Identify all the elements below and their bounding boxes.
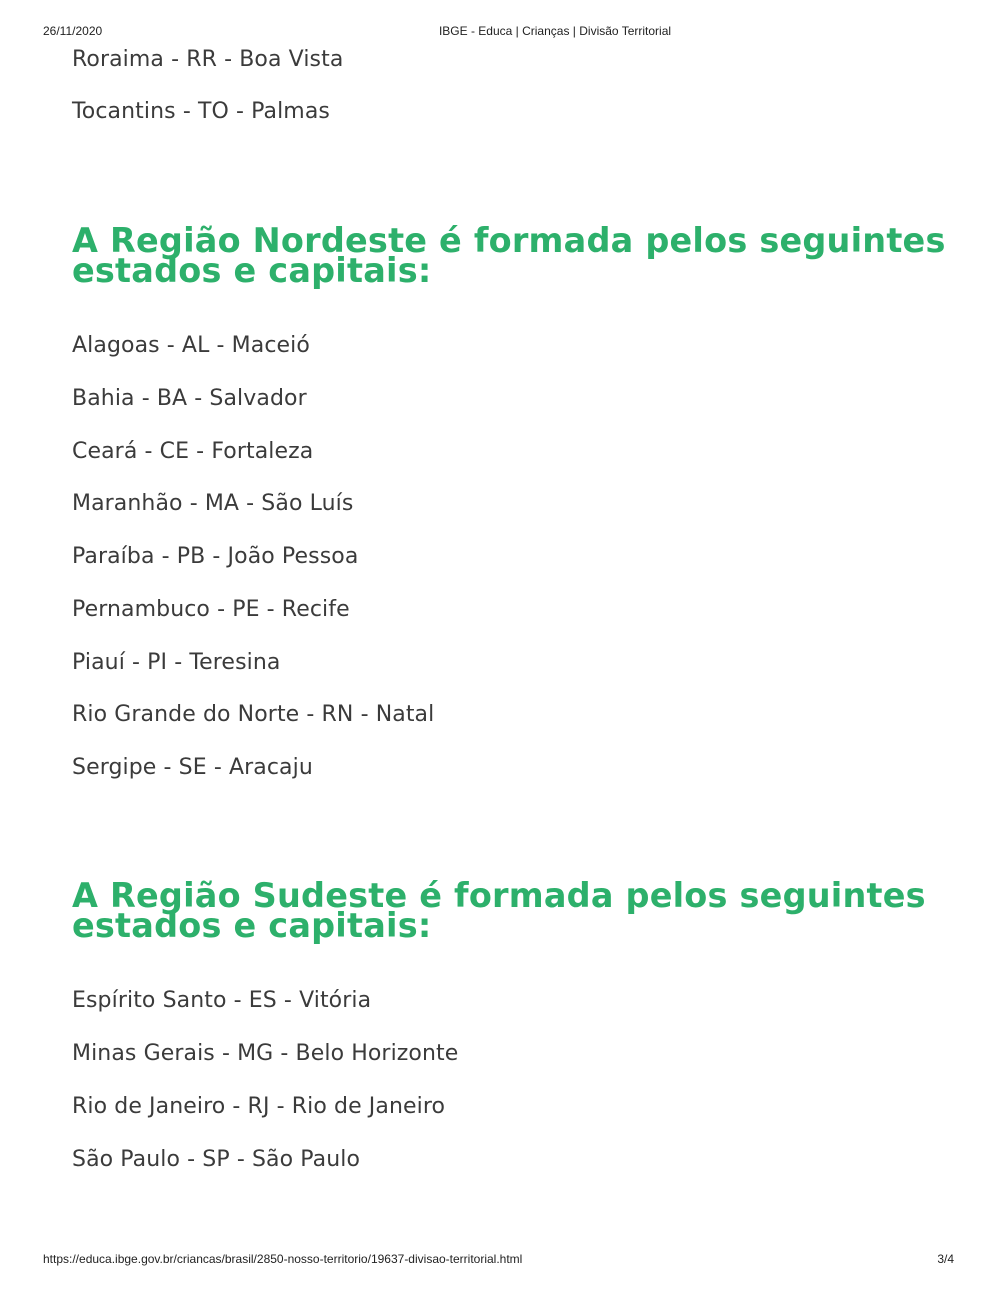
page-url[interactable]: https://educa.ibge.gov.br/criancas/brasil/2850-nosso-territorio/19637-divisao-territorial.html xyxy=(43,1252,523,1266)
list-item: Alagoas - AL - Maceió xyxy=(72,333,310,358)
print-page-title: IBGE - Educa | Crianças | Divisão Territorial xyxy=(438,24,672,38)
section-heading-sudeste: A Região Sudeste é formada pelos seguintes estados e capitais: xyxy=(72,876,926,945)
list-item: Piauí - PI - Teresina xyxy=(72,650,281,675)
page-number: 3/4 xyxy=(937,1252,954,1266)
list-item: Rio de Janeiro - RJ - Rio de Janeiro xyxy=(72,1094,446,1119)
list-item: São Paulo - SP - São Paulo xyxy=(72,1147,361,1172)
print-header xyxy=(0,24,1000,40)
list-item: Maranhão - MA - São Luís xyxy=(72,491,354,516)
list-item: Ceará - CE - Fortaleza xyxy=(72,439,314,464)
print-footer xyxy=(0,1252,1000,1268)
list-item: Rio Grande do Norte - RN - Natal xyxy=(72,702,435,727)
list-item: Espírito Santo - ES - Vitória xyxy=(72,988,372,1013)
section-heading-nordeste: A Região Nordeste é formada pelos seguintes estados e capitais: xyxy=(72,221,946,290)
list-item: Pernambuco - PE - Recife xyxy=(72,597,350,622)
list-item: Minas Gerais - MG - Belo Horizonte xyxy=(72,1041,459,1066)
list-item: Tocantins - TO - Palmas xyxy=(72,99,330,124)
list-item: Bahia - BA - Salvador xyxy=(72,386,307,411)
list-item: Sergipe - SE - Aracaju xyxy=(72,755,313,780)
print-date: 26/11/2020 xyxy=(43,24,103,38)
list-item: Roraima - RR - Boa Vista xyxy=(72,47,344,72)
list-item: Paraíba - PB - João Pessoa xyxy=(72,544,359,569)
